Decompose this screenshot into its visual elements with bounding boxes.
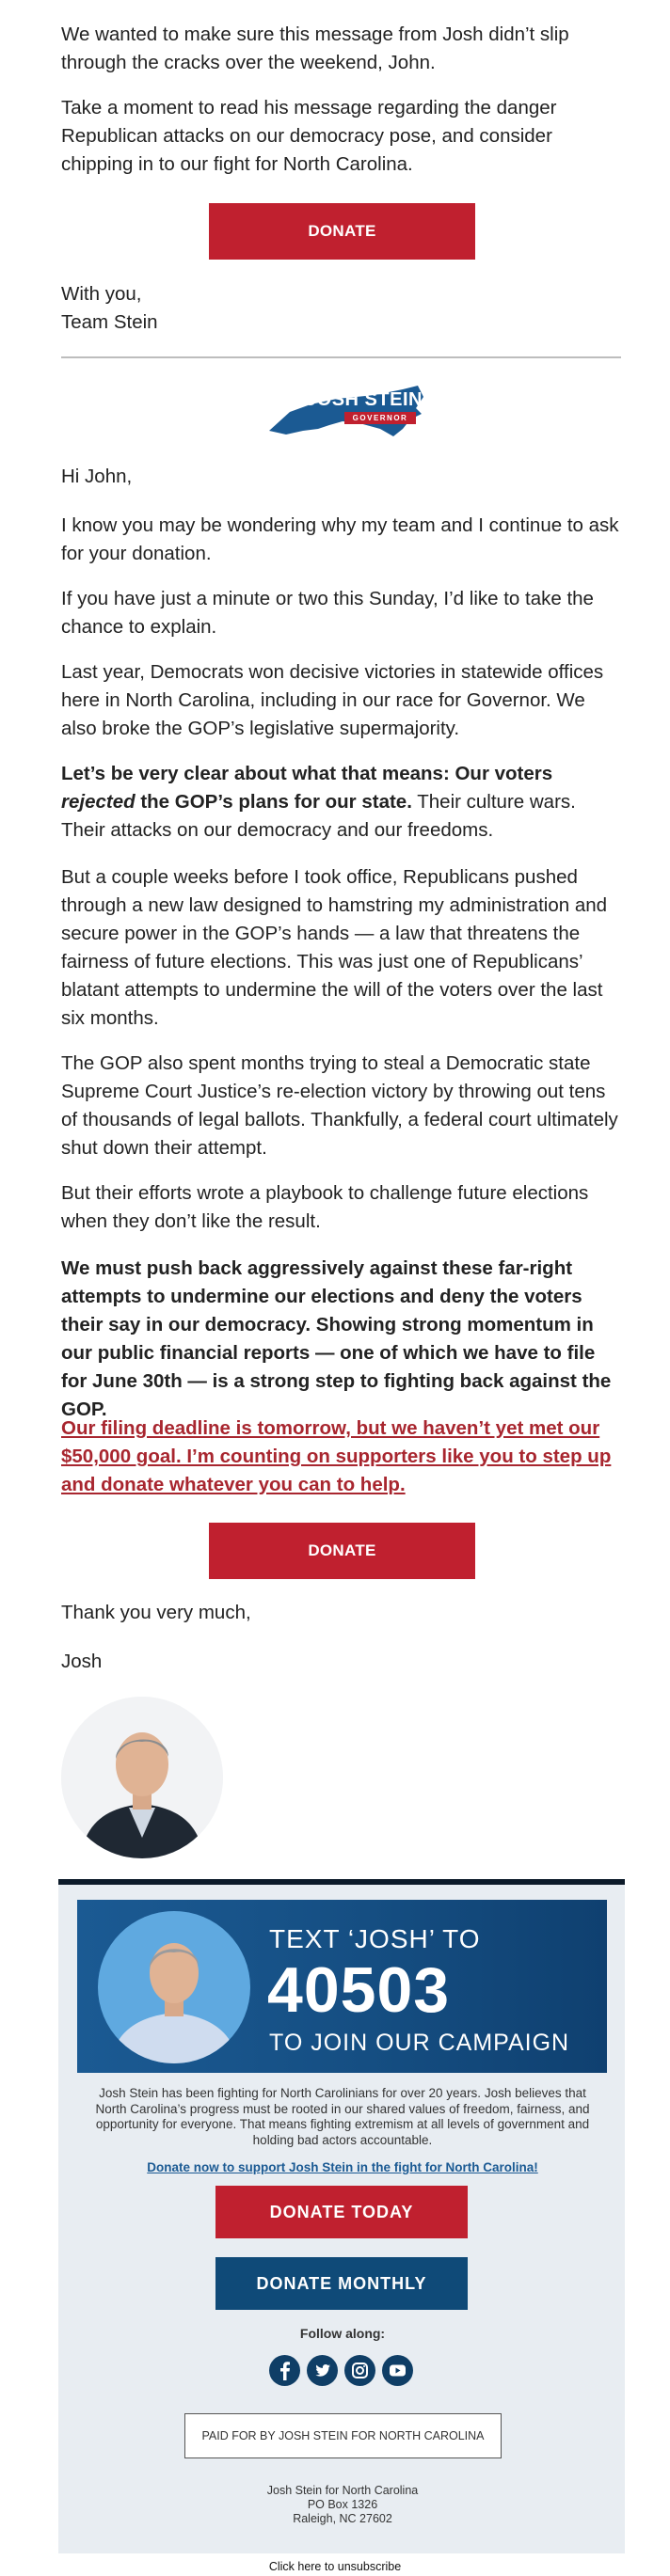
unsubscribe-wrap bbox=[0, 2560, 670, 2573]
footer-address-1: Josh Stein for North Carolina bbox=[266, 2484, 419, 2497]
letter-paragraph-8: We must push back aggressively against these far-right attempts to undermine our elections and deny the voters their say in our democracy. Showing strong momentum in our public financial reports — one of which we have to file for June 30th — is a strong step to fighting back against the GOP. bbox=[61, 1257, 612, 1420]
divider bbox=[61, 356, 621, 358]
footer-address-3: Raleigh, NC 27602 bbox=[293, 2512, 392, 2525]
twitter-icon[interactable] bbox=[307, 2355, 338, 2386]
logo-name: JOSH STEIN bbox=[306, 389, 423, 410]
paid-for-text: PAID FOR BY JOSH STEIN FOR NORTH CAROLINA bbox=[201, 2429, 485, 2442]
signoff-line-2: Team Stein bbox=[61, 311, 158, 333]
donate-today-button[interactable]: DONATE TODAY bbox=[215, 2186, 468, 2238]
letter-paragraph-2: If you have just a minute or two this Sunday, I’d like to take the chance to explain. bbox=[61, 588, 594, 638]
letter-paragraph-9 bbox=[61, 1414, 621, 1499]
footer-donate-link-wrap bbox=[85, 2160, 600, 2176]
closing-line: Thank you very much, bbox=[61, 1602, 251, 1623]
filing-deadline-link[interactable]: Our filing deadline is tomorrow, but we haven’t yet met our $50,000 goal. I’m counting on supporters like you to step up and donate whatever you can to help. bbox=[61, 1417, 612, 1495]
banner-line-3: TO JOIN OUR CAMPAIGN bbox=[269, 2030, 570, 2056]
donate-button-bottom[interactable]: DONATE bbox=[209, 1523, 475, 1579]
letter-paragraph-7: But their efforts wrote a playbook to challenge future elections when they don’t like the result. bbox=[61, 1182, 589, 1232]
donate-monthly-button[interactable]: DONATE MONTHLY bbox=[215, 2257, 468, 2310]
paid-for-box bbox=[184, 2413, 502, 2458]
josh-stein-portrait bbox=[61, 1697, 223, 1858]
letter-paragraph-4-bold-a: Let’s be very clear about what that means: Our voters bbox=[61, 763, 553, 784]
letter-paragraph-4-italic: rejected bbox=[61, 791, 136, 813]
banner-number: 40503 bbox=[267, 1954, 451, 2026]
follow-along-label: Follow along: bbox=[299, 2326, 386, 2341]
footer-address-2: PO Box 1326 bbox=[307, 2498, 378, 2511]
josh-stein-logo bbox=[262, 376, 431, 442]
unsubscribe-link[interactable]: Click here to unsubscribe bbox=[268, 2560, 402, 2573]
letter-paragraph-1: I know you may be wondering why my team and I continue to ask for your donation. bbox=[61, 514, 619, 564]
footer-about: Josh Stein has been fighting for North Carolinians for over 20 years. Josh believes that North Carolina’s progress must be rooted in our shared values of freedom, fairness, and opportunity for everyone. That means fighting extremism at all levels of government and holding bad actors accountable. bbox=[95, 2086, 590, 2147]
letter-paragraph-4-rest: Their culture wars. Their attacks on our democracy and our freedoms. bbox=[61, 791, 576, 841]
logo-subtitle: GOVERNOR bbox=[344, 412, 416, 424]
greeting: Hi John, bbox=[61, 466, 133, 487]
portrait-person-icon bbox=[61, 1697, 223, 1858]
text-to-join-banner[interactable] bbox=[77, 1900, 607, 2073]
banner-portrait bbox=[98, 1911, 250, 2063]
signoff-line-1: With you, bbox=[61, 283, 142, 305]
youtube-icon[interactable] bbox=[382, 2355, 413, 2386]
signature: Josh bbox=[61, 1651, 103, 1672]
intro-paragraph-1: We wanted to make sure this message from Josh didn’t slip through the cracks over the weekend, John. bbox=[61, 24, 569, 73]
letter-paragraph-5: But a couple weeks before I took office, Republicans pushed through a new law designed to hamstring my administration and secure power in the GOP’s hands — a law that threatens the fairness of future elections. This was just one of Republicans’ blatant attempts to undermine the will of the voters over the last six months. bbox=[61, 866, 608, 1029]
letter-paragraph-6: The GOP also spent months trying to steal a Democratic state Supreme Court Justice’s re-election victory by throwing out tens of thousands of legal ballots. Thankfully, a federal court ultimately shut down their attempt. bbox=[61, 1052, 618, 1159]
intro-paragraph-2: Take a moment to read his message regarding the danger Republican attacks on our democracy pose, and consider chipping in to our fight for North Carolina. bbox=[61, 97, 557, 175]
letter-paragraph-4 bbox=[61, 760, 621, 845]
donate-button-top[interactable]: DONATE bbox=[209, 203, 475, 260]
banner-line-1: TEXT ‘JOSH’ TO bbox=[269, 1924, 481, 1953]
footer-donate-link[interactable]: Donate now to support Josh Stein in the fight for North Carolina! bbox=[147, 2160, 538, 2174]
banner-person-icon bbox=[98, 1911, 250, 2063]
instagram-icon[interactable] bbox=[344, 2355, 375, 2386]
letter-paragraph-3: Last year, Democrats won decisive victories in statewide offices here in North Carolina, including in our race for Governor. We also broke the GOP’s legislative supermajority. bbox=[61, 661, 604, 739]
footer-top-bar bbox=[58, 1879, 625, 1885]
letter-paragraph-4-bold-b: the GOP’s plans for our state. bbox=[135, 791, 412, 813]
facebook-icon[interactable] bbox=[269, 2355, 300, 2386]
